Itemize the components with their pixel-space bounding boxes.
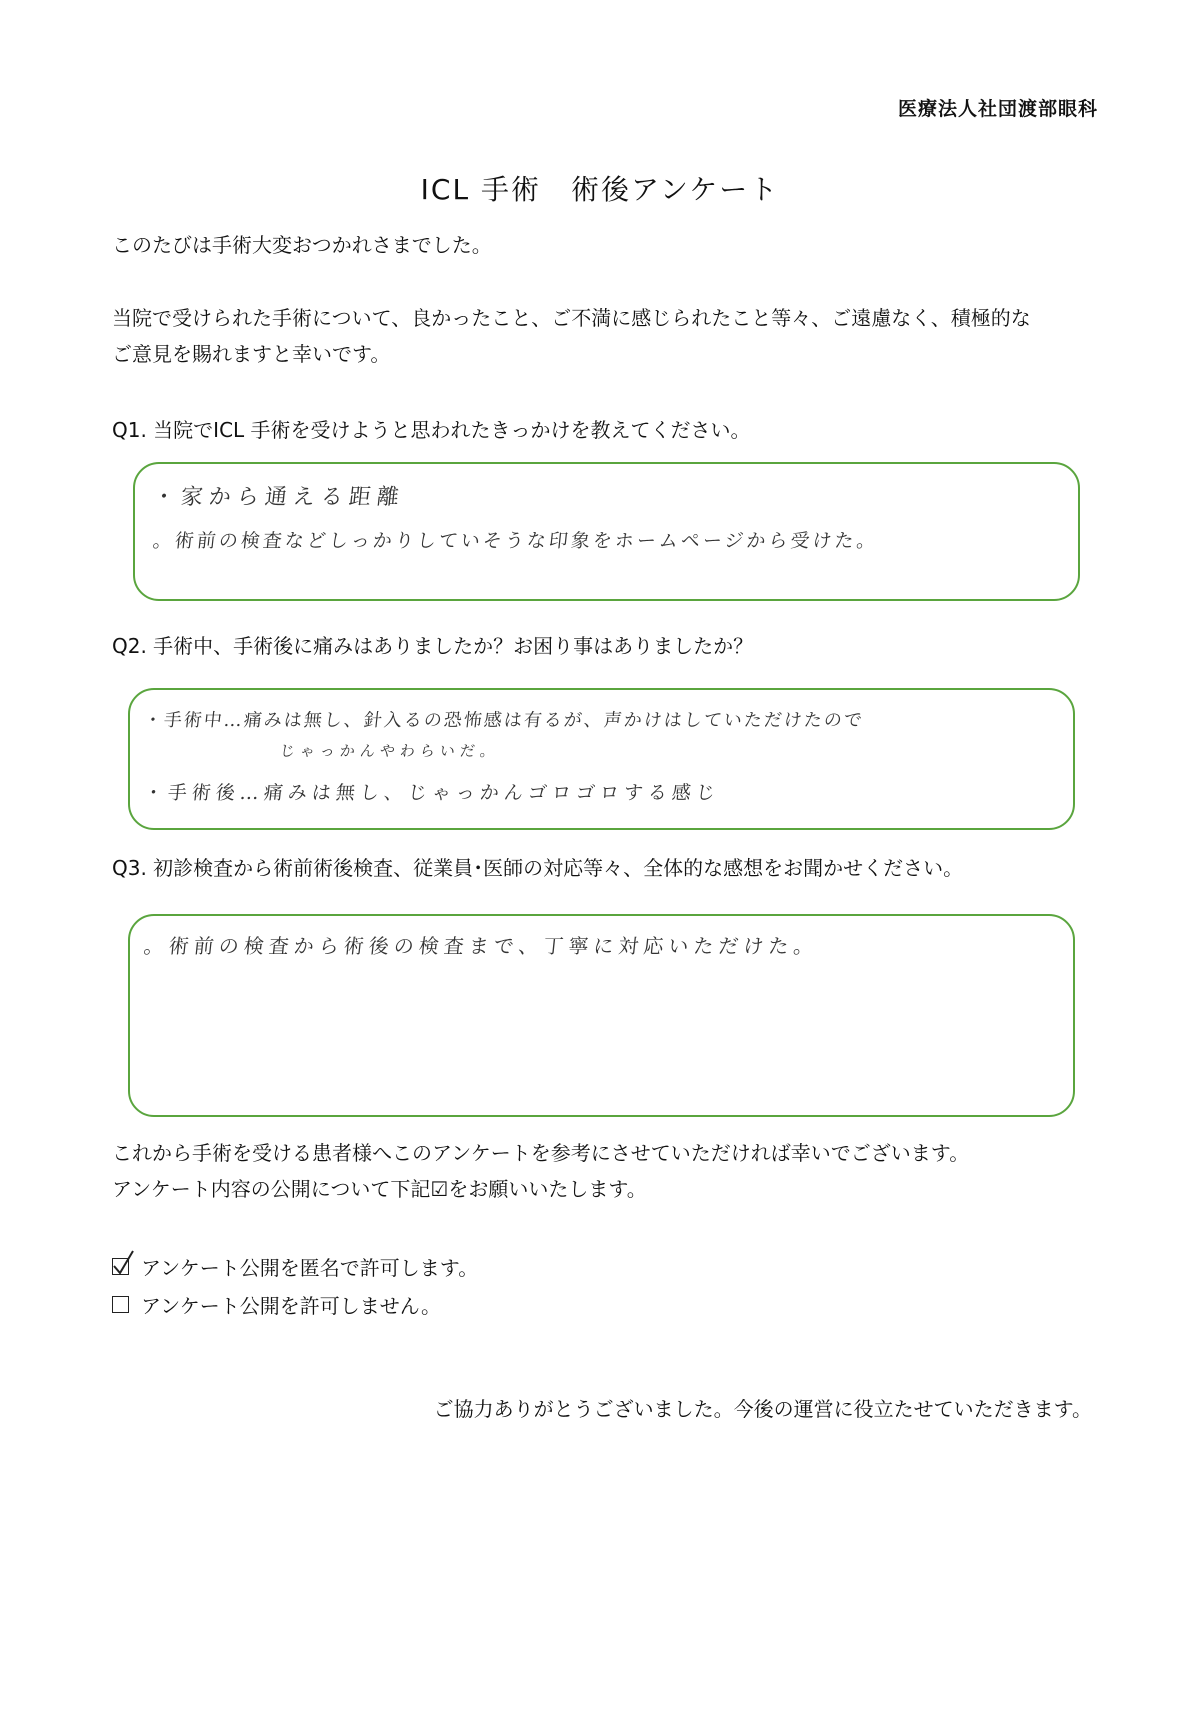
checkmark-icon <box>111 1249 135 1275</box>
thanks-message: ご協力ありがとうございました。今後の運営に役立たせていただきます。 <box>433 1397 1092 1421</box>
option-label-allow: アンケート公開を匿名で許可します。 <box>141 1256 479 1280</box>
checkbox-checked[interactable] <box>112 1258 129 1275</box>
question-1: Q1. 当院でICL 手術を受けようと思われたきっかけを教えてください。 <box>112 418 751 442</box>
answer-1-line-1: ・家から通える距離 <box>151 485 407 510</box>
answer-2-line-3: ・手術後…痛みは無し、じゃっかんゴロゴロする感じ <box>142 782 722 804</box>
question-3: Q3. 初診検査から術前術後検査、従業員･医師の対応等々、全体的な感想をお聞かせください。 <box>112 856 964 880</box>
intro-line-2: 当院で受けられた手術について、良かったこと、ご不満に感じられたこと等々、ご遠慮なく、積極的な <box>112 306 1031 330</box>
option-label-disallow: アンケート公開を許可しません。 <box>141 1294 441 1318</box>
clinic-name: 医療法人社団渡部眼科 <box>897 98 1098 120</box>
checkbox-unchecked[interactable] <box>112 1296 129 1313</box>
option-disallow[interactable] <box>112 1290 441 1319</box>
page-title: ICL 手術 術後アンケート <box>420 173 780 206</box>
option-allow-anonymous[interactable] <box>112 1252 478 1281</box>
intro-line-1: このたびは手術大変おつかれさまでした。 <box>112 233 492 257</box>
intro-line-3: ご意見を賜れますと幸いです。 <box>112 342 391 366</box>
answer-1-line-2: 。術前の検査などしっかりしていそうな印象をホームページから受けた。 <box>151 530 880 552</box>
closing-line-2: アンケート内容の公開について下記☑をお願いいたします。 <box>112 1177 647 1201</box>
answer-2-line-1: ・手術中…痛みは無し、針入るの恐怖感は有るが、声かけはしていただけたので <box>142 710 865 731</box>
closing-line-1: これから手術を受ける患者様へこのアンケートを参考にさせていただければ幸いでございます。 <box>112 1141 970 1165</box>
question-2: Q2. 手術中、手術後に痛みはありましたか？お困り事はありましたか？ <box>112 634 754 658</box>
answer-box-1 <box>133 462 1080 601</box>
answer-3-line-1: 。術前の検査から術後の検査まで、丁寧に対応いただけた。 <box>142 934 820 958</box>
answer-2-line-2: じゃっかんやわらいだ。 <box>279 742 501 760</box>
answer-box-3 <box>128 914 1075 1117</box>
answer-box-2 <box>128 688 1075 830</box>
